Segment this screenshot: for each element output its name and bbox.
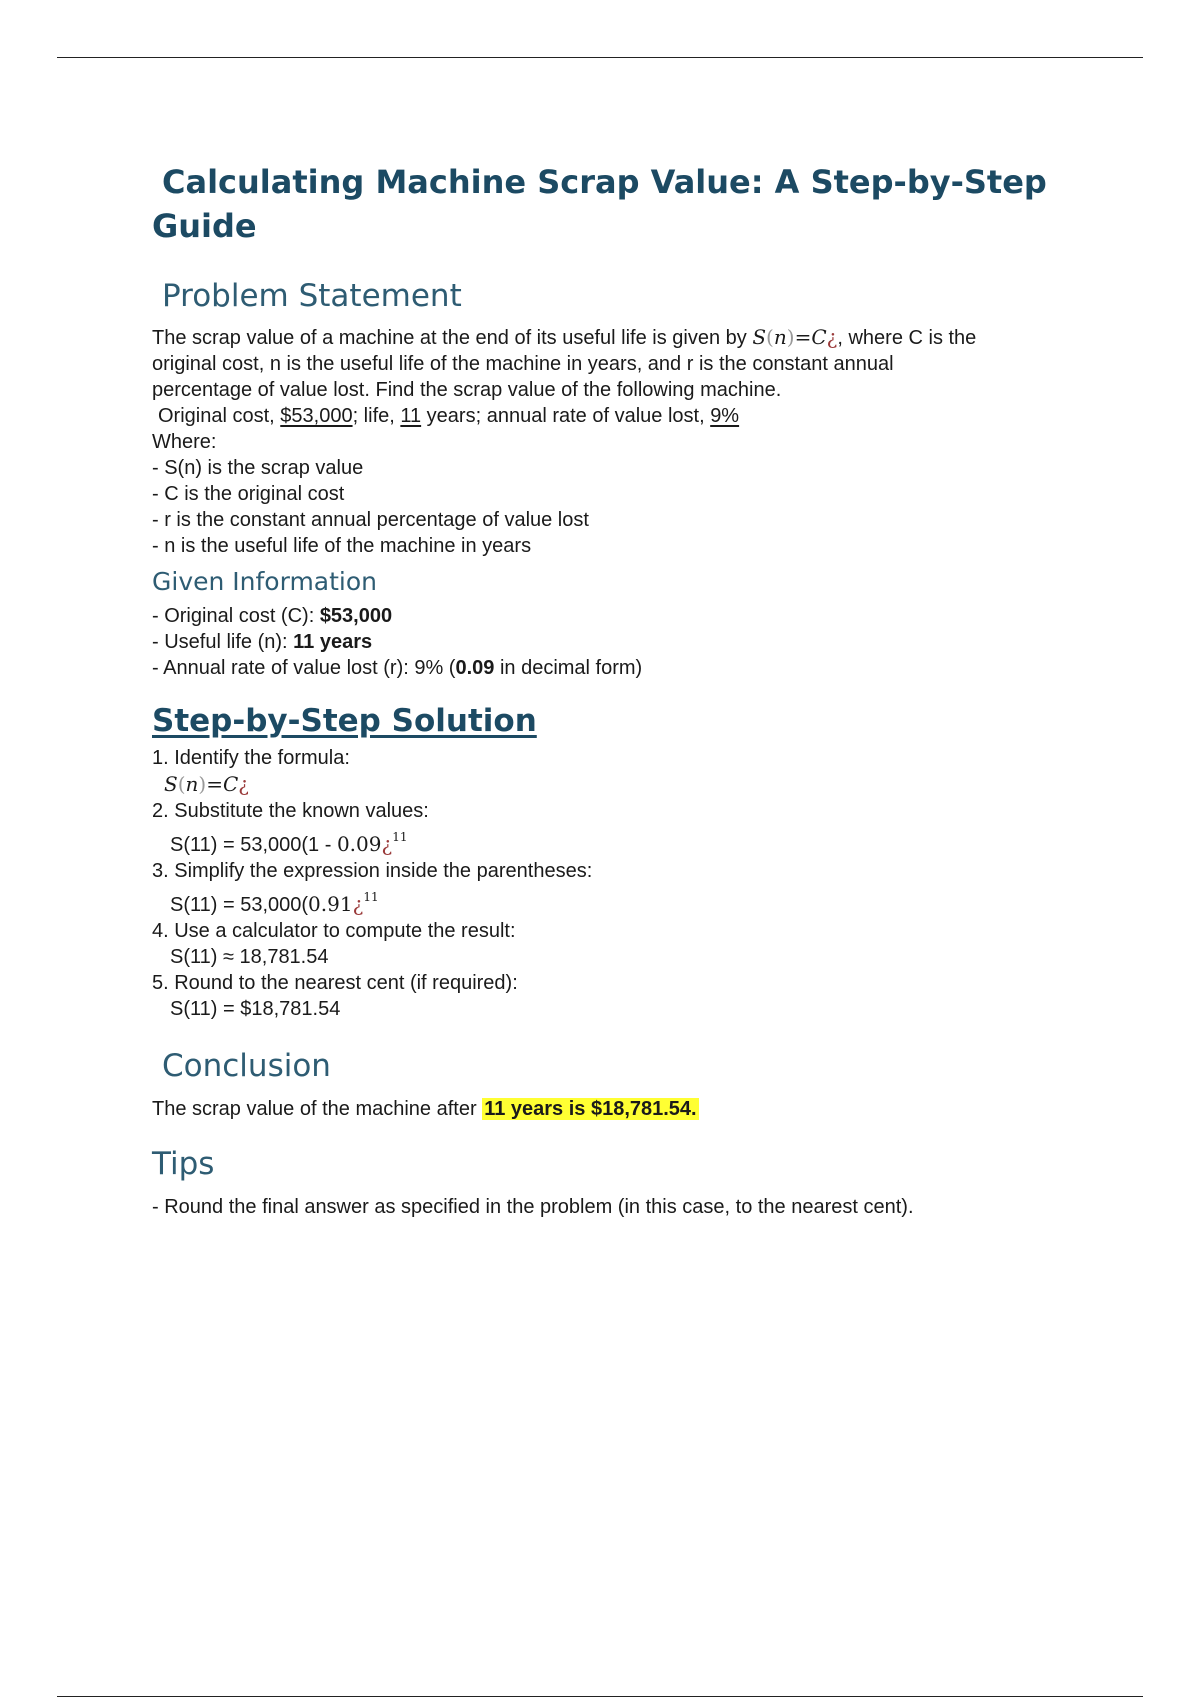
where-label: Where: — [152, 431, 217, 453]
formula-inline: S(n)=C¿ — [752, 325, 838, 349]
given-life-value: 11 years — [293, 631, 373, 653]
given-life: 11 — [400, 405, 422, 427]
step-1-formula: S(n)=C¿ — [164, 772, 250, 796]
title-line-2: Guide — [152, 207, 257, 245]
formula-glyph: ¿ — [826, 325, 838, 349]
step-3: 3. Simplify the expression inside the parentheses: — [152, 860, 593, 882]
step-3-expr-a: S(11) = 53,000( — [170, 894, 309, 916]
given-information-heading: Given Information — [152, 567, 377, 596]
title-line-1: Calculating Machine Scrap Value: A Step-by-Step — [162, 163, 1047, 201]
step-3-expr-b: 0.91 — [308, 892, 353, 916]
given-values-line — [152, 403, 1092, 429]
formula-eq: =C — [794, 325, 827, 349]
conclusion-lead: The scrap value of the machine after — [152, 1098, 483, 1120]
formula-glyph: ¿ — [238, 772, 250, 796]
given-mid-1: ; life, — [352, 405, 401, 427]
given-cost-value: $53,000 — [319, 605, 393, 627]
tip-item: - Round the final answer as specified in the problem (in this case, to the nearest cent). — [152, 1196, 914, 1218]
given-rate-label: - Annual rate of value lost (r): 9% ( — [152, 657, 456, 679]
formula-eq: =C — [206, 772, 239, 796]
problem-intro — [152, 324, 1092, 351]
definition-item: - S(n) is the scrap value — [152, 457, 364, 479]
formula-glyph: ¿ — [352, 892, 364, 916]
step-2-expression — [152, 824, 1092, 858]
step-4-expression: S(11) ≈ 18,781.54 — [170, 946, 329, 968]
step-by-step-heading: Step-by-Step Solution — [152, 703, 537, 739]
definition-item: - n is the useful life of the machine in years — [152, 535, 532, 557]
step-3-exponent: 11 — [363, 890, 379, 904]
step-4: 4. Use a calculator to compute the result: — [152, 920, 516, 942]
given-prefix: Original cost, — [158, 405, 281, 427]
step-2-expr-a: S(11) = 53,000(1 - — [170, 834, 337, 856]
step-2-expr-b: 0.09 — [336, 832, 382, 856]
given-cost-item — [152, 603, 1092, 629]
given-cost: $53,000 — [280, 405, 353, 427]
formula-n: n — [185, 772, 199, 796]
conclusion-highlight: 11 years is $18,781.54. — [484, 1098, 697, 1120]
given-cost-label: - Original cost (C): — [152, 605, 320, 627]
given-life-label: - Useful life (n): — [152, 631, 294, 653]
given-mid-2: years; annual rate of value lost, — [421, 405, 711, 427]
given-rate: 9% — [710, 405, 740, 427]
conclusion-heading: Conclusion — [162, 1048, 331, 1084]
step-5-expression: S(11) = $18,781.54 — [170, 998, 341, 1020]
problem-statement-heading: Problem Statement — [162, 278, 462, 314]
definition-item: - r is the constant annual percentage of value lost — [152, 509, 589, 531]
intro-text-c: original cost, n is the useful life of the machine in years, and r is the constant annual — [152, 353, 894, 375]
conclusion-text — [152, 1096, 1092, 1122]
given-rate-item — [152, 655, 1092, 681]
step-5: 5. Round to the nearest cent (if required): — [152, 972, 518, 994]
intro-text-a: The scrap value of a machine at the end of its useful life is given by — [152, 327, 747, 349]
document-body — [152, 160, 1092, 1220]
document-title — [152, 160, 1092, 248]
given-rate-value: 0.09 — [455, 657, 495, 679]
formula-glyph: ¿ — [381, 832, 393, 856]
step-1: 1. Identify the formula: — [152, 747, 350, 769]
step-2-exponent: 11 — [392, 830, 408, 844]
step-3-expression — [152, 884, 1092, 918]
step-2: 2. Substitute the known values: — [152, 800, 429, 822]
definition-item: - C is the original cost — [152, 483, 345, 505]
intro-text-d: percentage of value lost. Find the scrap value of the following machine. — [152, 379, 782, 401]
formula-n: n — [773, 325, 787, 349]
formula-s: S — [164, 772, 178, 796]
top-rule — [57, 57, 1143, 58]
tips-heading: Tips — [152, 1146, 215, 1182]
given-life-item — [152, 629, 1092, 655]
intro-text-b: , where C is the — [837, 327, 977, 349]
formula-s: S — [752, 325, 767, 349]
given-rate-suffix: in decimal form) — [494, 657, 643, 679]
bottom-rule — [57, 1696, 1143, 1697]
